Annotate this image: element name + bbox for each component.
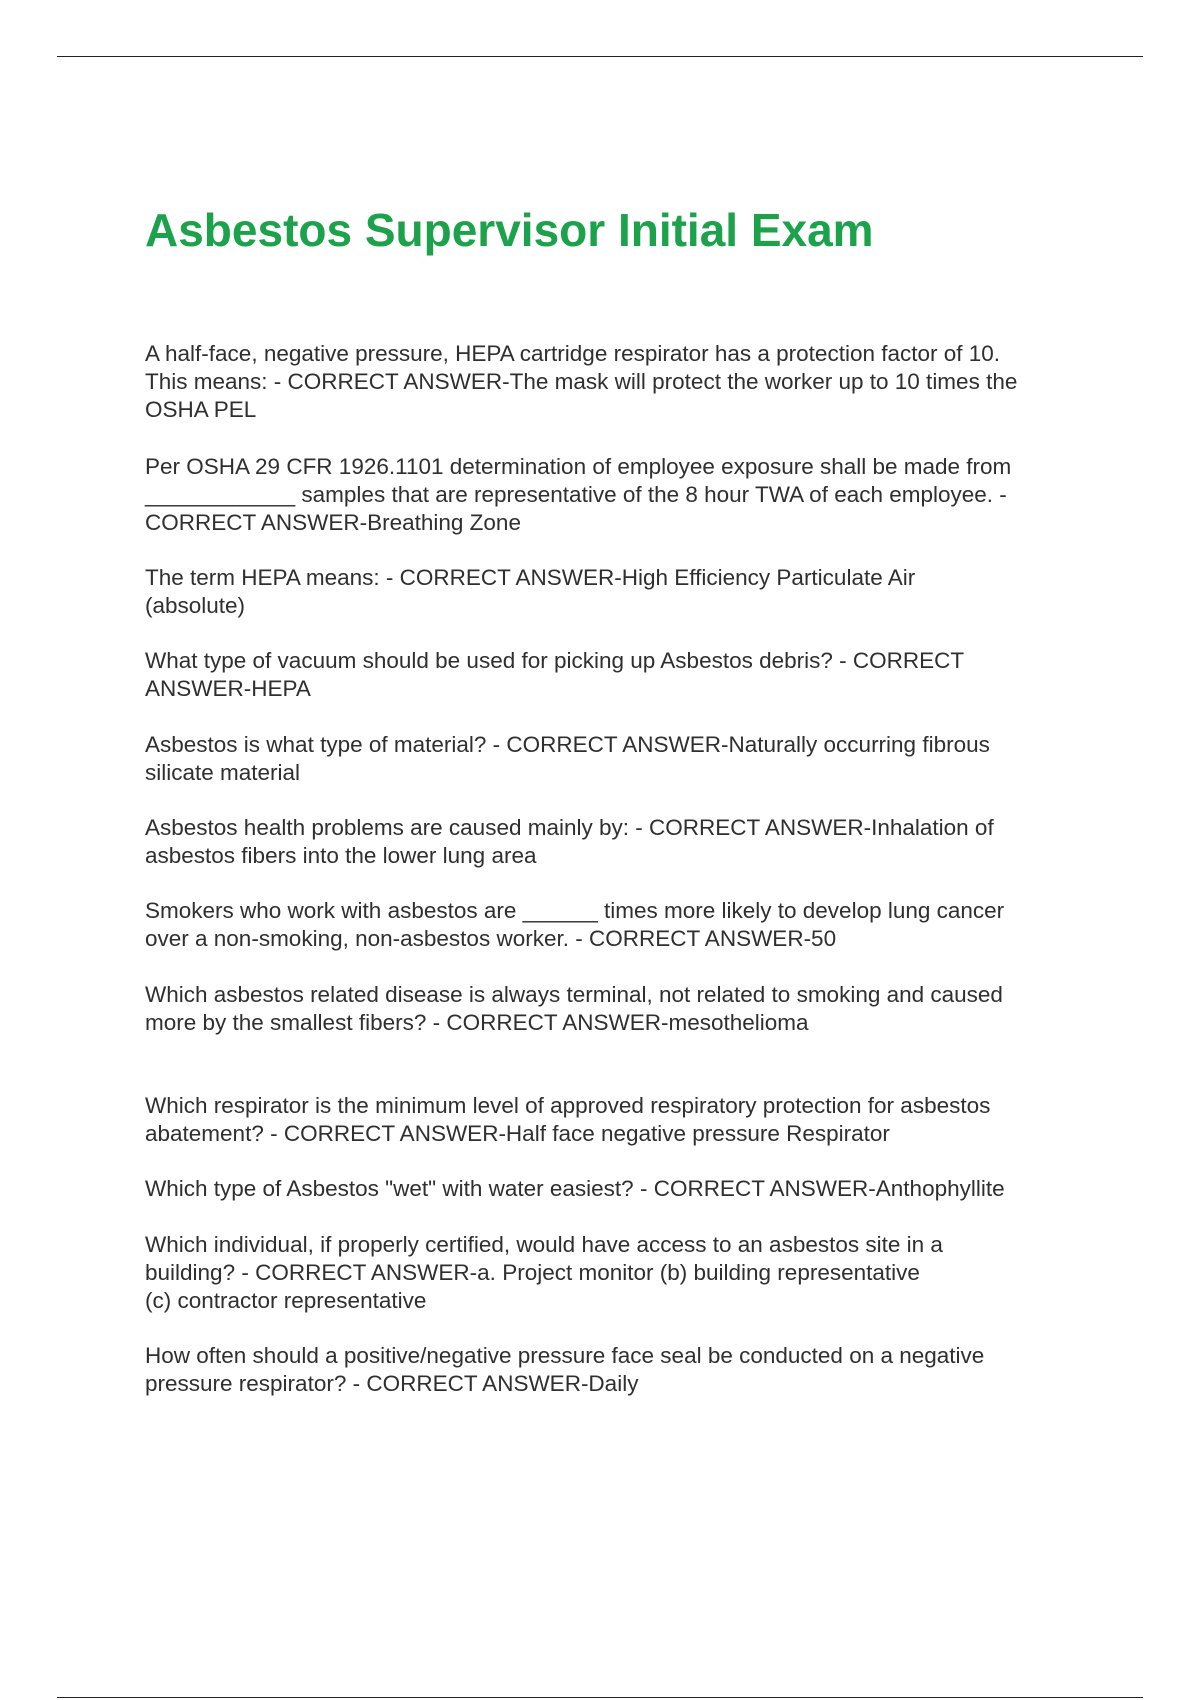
qa-line: (c) contractor representative xyxy=(145,1288,427,1313)
document-title: Asbestos Supervisor Initial Exam xyxy=(145,204,874,256)
qa-line: OSHA PEL xyxy=(145,397,257,422)
qa-item-1 xyxy=(145,340,1105,424)
qa-item-9 xyxy=(145,1092,1105,1148)
footer-rule xyxy=(57,1697,1143,1698)
qa-item-10 xyxy=(145,1175,1105,1203)
qa-line: The term HEPA means: - CORRECT ANSWER-High Efficiency Particulate Air xyxy=(145,565,916,590)
qa-line: Asbestos is what type of material? - CORRECT ANSWER-Naturally occurring fibrous xyxy=(145,732,990,757)
qa-line: ____________ samples that are representative of the 8 hour TWA of each employee. - xyxy=(145,482,1007,507)
qa-item-11 xyxy=(145,1231,1105,1315)
qa-line: What type of vacuum should be used for picking up Asbestos debris? - CORRECT xyxy=(145,648,965,673)
qa-line: over a non-smoking, non-asbestos worker. - CORRECT ANSWER-50 xyxy=(145,926,837,951)
qa-line: more by the smallest fibers? - CORRECT ANSWER-mesothelioma xyxy=(145,1010,809,1035)
header-rule xyxy=(57,56,1143,57)
qa-line: How often should a positive/negative pressure face seal be conducted on a negative xyxy=(145,1343,985,1368)
qa-line: building? - CORRECT ANSWER-a. Project monitor (b) building representative xyxy=(145,1260,920,1285)
qa-item-4 xyxy=(145,647,1105,703)
qa-line: A half-face, negative pressure, HEPA cartridge respirator has a protection factor of 10. xyxy=(145,341,1001,366)
qa-line: Per OSHA 29 CFR 1926.1101 determination of employee exposure shall be made from xyxy=(145,454,1012,479)
qa-item-7 xyxy=(145,897,1105,953)
qa-item-2 xyxy=(145,453,1105,537)
qa-item-5 xyxy=(145,731,1105,787)
qa-line: (absolute) xyxy=(145,593,246,618)
qa-line: silicate material xyxy=(145,760,301,785)
qa-line: Which type of Asbestos "wet" with water easiest? - CORRECT ANSWER-Anthophyllite xyxy=(145,1176,1005,1201)
qa-line: Smokers who work with asbestos are ______ times more likely to develop lung cancer xyxy=(145,898,1005,923)
qa-line: ANSWER-HEPA xyxy=(145,676,311,701)
qa-line: pressure respirator? - CORRECT ANSWER-Daily xyxy=(145,1371,639,1396)
qa-line: asbestos fibers into the lower lung area xyxy=(145,843,537,868)
qa-line: Which respirator is the minimum level of approved respiratory protection for asbestos xyxy=(145,1093,991,1118)
qa-line: abatement? - CORRECT ANSWER-Half face negative pressure Respirator xyxy=(145,1121,890,1146)
qa-item-12 xyxy=(145,1342,1105,1398)
qa-line: This means: - CORRECT ANSWER-The mask will protect the worker up to 10 times the xyxy=(145,369,1018,394)
qa-line: Which asbestos related disease is always terminal, not related to smoking and caused xyxy=(145,982,1003,1007)
qa-line: Asbestos health problems are caused mainly by: - CORRECT ANSWER-Inhalation of xyxy=(145,815,994,840)
qa-line: Which individual, if properly certified, would have access to an asbestos site in a xyxy=(145,1232,943,1257)
qa-item-6 xyxy=(145,814,1105,870)
qa-item-8 xyxy=(145,981,1105,1037)
qa-item-3 xyxy=(145,564,1105,620)
qa-line: CORRECT ANSWER-Breathing Zone xyxy=(145,510,521,535)
